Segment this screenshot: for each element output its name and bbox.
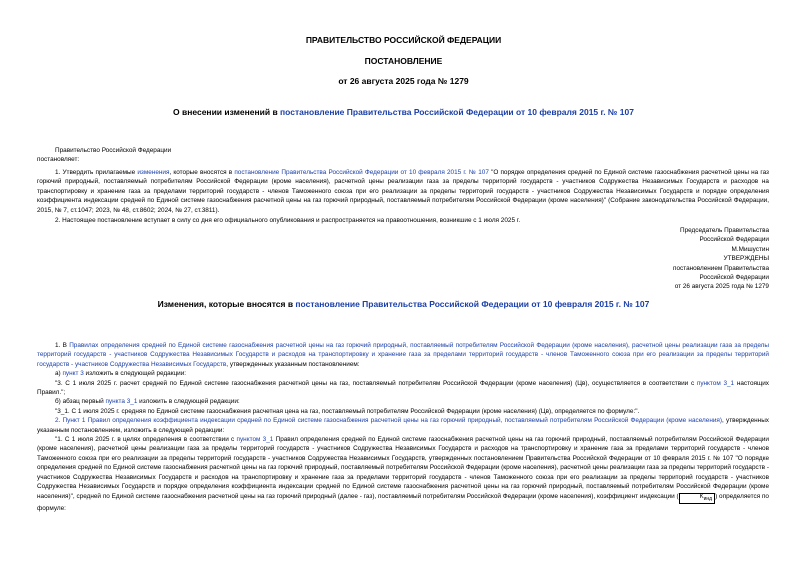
coefficient-subscript: инд (703, 495, 713, 502)
document-title-prefix: О внесении изменений в (173, 107, 281, 117)
change-1b-quote: "3_1. С 1 июля 2025 г. средняя по Единой системе газоснабжения расчетная цена на газ, поставляемый потребителям Российской Федерации (кроме населения) (Цв), определяется по формуле:". (55, 407, 640, 415)
index-coefficient-formula (679, 493, 716, 504)
amended-decree-link[interactable]: постановление Правительства Российской Федерации от 10 февраля 2015 г. № 107 (280, 107, 634, 117)
document-type: ПОСТАНОВЛЕНИЕ (364, 56, 443, 66)
change-1b (37, 397, 769, 406)
approved-line-4: от 26 августа 2025 года № 1279 (674, 283, 769, 291)
change-1b-text: б) абзац первый (55, 398, 106, 406)
signature-line-2: Российской Федерации (699, 236, 769, 244)
signature-line-3: М.Мишустин (731, 245, 769, 253)
change-1b-text-b: изложить в следующей редакции: (137, 398, 240, 406)
change-1a-quote-text-b: настоящих Правил."; (37, 379, 769, 397)
changes-title-prefix: Изменения, которые вносятся в (157, 299, 296, 309)
point-3-1-link[interactable]: пунктом 3_1 (696, 379, 735, 387)
change-1a-text: а) (55, 370, 63, 378)
change-1 (37, 341, 769, 369)
change-2-quote-text-c: ) определяется по формуле: (37, 492, 769, 512)
approved-line-1: УТВЕРЖДЕНЫ (723, 255, 769, 263)
document-date-number: от 26 августа 2025 года № 1279 (338, 76, 469, 86)
signature-block (673, 226, 769, 292)
rules-link[interactable]: Правилах определения средней по Единой системе газоснабжения расчетной цены на газ горючий природный, поставляемый потребителям Российской Федерации (кроме населения), расчетной цены реализации газа за пределы территорий государств - участников Содружества Независимых Государств и расходов на транспортировку и хранение газа за пределами территорий государств - членов Таможенного союза при его реализации за пределы территорий государств - участников Содружества Независимых Государств (37, 342, 769, 368)
coefficient-symbol: K (699, 493, 704, 500)
change-2-text: , утвержденных указанным постановлением, изложить в следующей редакции: (37, 417, 769, 434)
paragraph-1 (37, 168, 769, 215)
change-2-quote (37, 435, 769, 513)
signature-line-1: Председатель Правительства (680, 227, 769, 234)
document-title (0, 108, 807, 117)
change-2-quote-text: "1. С 1 июля 2025 г. в целях определения в соответствии с (55, 436, 237, 444)
paragraph-1-text-b: , которые вносятся в (169, 169, 235, 176)
change-2 (37, 416, 769, 435)
change-1a-text-b: изложить в следующей редакции: (83, 370, 187, 378)
intro-block (37, 146, 769, 165)
index-rules-link[interactable]: 2. Пункт 1 Правил определения коэффициента индексации средней по Единой системе газоснабжения расчетной цены на газ горючий природный, поставляемый потребителям Российской Федерации (кроме населения) (55, 417, 723, 425)
change-1-text-b: , утвержденных указанным постановлением: (226, 360, 360, 368)
paragraph-2: 2. Настоящее постановление вступает в силу со дня его официального опубликования и распространяется на правоотношения, возникшие с 1 июля 2025 г. (55, 217, 521, 224)
intro-line-1: Правительство Российской Федерации (55, 147, 172, 154)
decree-107-link[interactable]: постановление Правительства Российской Федерации от 10 февраля 2015 г. № 107 (234, 169, 489, 176)
changes-title (0, 300, 807, 309)
change-1a-quote (37, 379, 769, 398)
approved-line-2: постановлением Правительства (673, 264, 769, 272)
change-1a (37, 369, 769, 378)
changes-body (37, 341, 769, 513)
changes-title-link[interactable]: постановление Правительства Российской Федерации от 10 февраля 2015 г. № 107 (295, 299, 650, 309)
changes-link[interactable]: изменения (137, 169, 170, 176)
point-3-1-rules-link[interactable]: пунктом 3_1 (236, 436, 274, 444)
point-3-link[interactable]: пункт 3 (62, 370, 84, 378)
approved-line-3: Российской Федерации (699, 274, 769, 282)
change-2-quote-text-b: Правил определения средней по Единой системе газоснабжения расчетной цены на газ горючий природный, поставляемый потребителям Российской Федерации (кроме населения), расчетной цены реализации газа за пределы территорий государств - участников Содружества Независимых Государств и расходов на транспортировку и хранение газа за пределами территорий государств - членов Таможенного союза при его реализации за пределы территорий государств - участников Содружества Независимых Государств, утвержденных постановлением Правительства Российской Федерации от 10 февраля 2015 г. № 107 "О порядке определения средней по Единой системе газоснабжения расчетной цены на газ горючий природный, поставляемый потребителям Российской Федерации (кроме населения), расчетной цены реализации газа за пределы территорий государств - участников Содружества Независимых Государств и расходов на транспортировку и хранение газа за пределами территорий государств - членов Таможенного союза при его реализации за пределы территорий государств - участников Содружества Независимых Государств и порядке определения коэффициента индексации средней по Единой системе газоснабжения расчетной цены на газ горючий природный, поставляемый потребителям Российской Федерации (кроме населения)", средней по Единой системе газоснабжения расчетной цены на газ горючий природный (далее - газ), поставляемый потребителям Российской Федерации (кроме населения), коэффициент индексации ( (37, 436, 770, 500)
government-heading: ПРАВИТЕЛЬСТВО РОССИЙСКОЙ ФЕДЕРАЦИИ (305, 35, 502, 45)
change-1-text: 1. В (55, 342, 70, 349)
point-3-1-paragraph-link[interactable]: пункта 3_1 (105, 398, 138, 406)
paragraph-1-text-c: "О порядке определения средней по Единой системе газоснабжения расчетной цены на газ горючий природный, поставляемый потребителям Российской Федерации (кроме населения), расчетной цены реализации газа за пределы территорий государств - участников Содружества Независимых Государств и расходов на транспортировку и хранение газа за пределами территорий государств - членов Таможенного союза при его реализации за пределы территорий государств - участников Содружества Независимых Государств и порядке определения коэффициента индексации средней по Единой системе газоснабжения расчетной цены на газ горючий природный, поставляемый потребителям Российской Федерации (кроме населения)" (Собрание законодательства Российской Федерации, 2015, № 7, ст.1047; 2023, № 48, ст.8602; 2024, № 27, ст.3811). (37, 169, 769, 214)
paragraph-1-text: 1. Утвердить прилагаемые (55, 169, 138, 176)
intro-line-2: постановляет: (37, 156, 80, 164)
change-1a-quote-text: "3. С 1 июля 2025 г. расчет средней по Единой системе газоснабжения расчетной цены на газ, поставляемый потребителям Российской Федерации (кроме населения) (Цв), осуществляется в соответствии с (55, 379, 697, 387)
